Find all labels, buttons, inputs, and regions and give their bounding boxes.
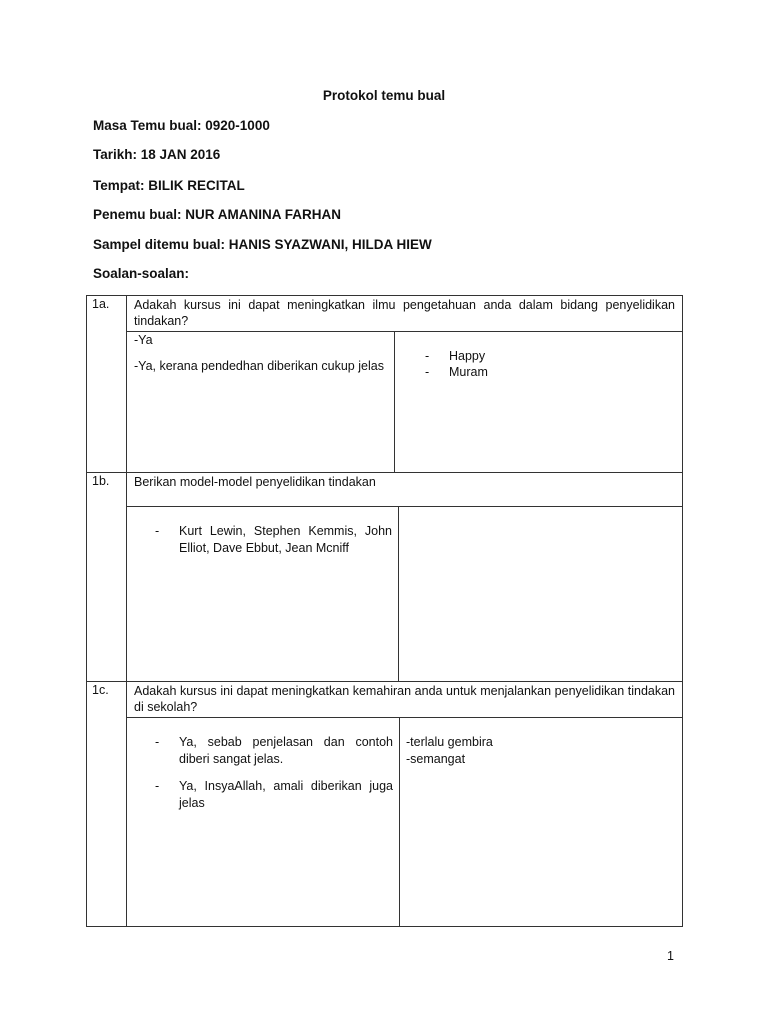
answer-right xyxy=(400,718,682,926)
answer-item: - Happy xyxy=(425,348,682,364)
interview-date: Tarikh: 18 JAN 2016 xyxy=(93,147,221,162)
question-number: 1c. xyxy=(87,682,127,927)
answer-right xyxy=(395,332,682,472)
answer-item: - Ya, sebab penjelasan dan contoh diberi sangat jelas. xyxy=(155,734,393,768)
page-title: Protokol temu bual xyxy=(322,88,446,103)
interview-place: Tempat: BILIK RECITAL xyxy=(93,178,245,193)
answer-right xyxy=(399,507,682,681)
interviewer: Penemu bual: NUR AMANINA FARHAN xyxy=(93,207,342,222)
question-text: Berikan model-model penyelidikan tindakan xyxy=(134,475,376,489)
question-number: 1b. xyxy=(87,473,127,682)
answer-item: - Kurt Lewin, Stephen Kemmis, John Elliot, Dave Ebbut, Jean Mcniff xyxy=(155,523,392,557)
answer-item: - Ya, InsyaAllah, amali diberikan juga jelas xyxy=(155,778,393,812)
answer-item: -terlalu gembira xyxy=(406,735,493,749)
interview-time: Masa Temu bual: 0920-1000 xyxy=(93,118,270,133)
answer-row xyxy=(127,332,682,472)
answer-row xyxy=(127,507,682,681)
answer-item: - Muram xyxy=(425,364,682,380)
answer-item: -Ya xyxy=(134,333,153,347)
questions-table xyxy=(86,295,683,927)
question-text: Adakah kursus ini dapat meningkatkan kemahiran anda untuk menjalankan penyelidikan tindakan di sekolah? xyxy=(134,684,675,714)
page-number: 1 xyxy=(667,949,674,963)
answer-item: -Ya, kerana pendedhan diberikan cukup jelas xyxy=(134,359,384,373)
question-number: 1a. xyxy=(87,296,127,473)
answer-item: -semangat xyxy=(406,752,466,766)
questions-heading: Soalan-soalan: xyxy=(93,266,190,281)
answer-left xyxy=(127,332,395,472)
interviewees: Sampel ditemu bual: HANIS SYAZWANI, HILDA HIEW xyxy=(93,237,432,252)
question-text: Adakah kursus ini dapat meningkatkan ilmu pengetahuan anda dalam bidang penyelidikan tindakan? xyxy=(134,298,675,328)
answer-left xyxy=(127,507,399,681)
answer-row xyxy=(127,718,682,926)
answer-left xyxy=(127,718,400,926)
